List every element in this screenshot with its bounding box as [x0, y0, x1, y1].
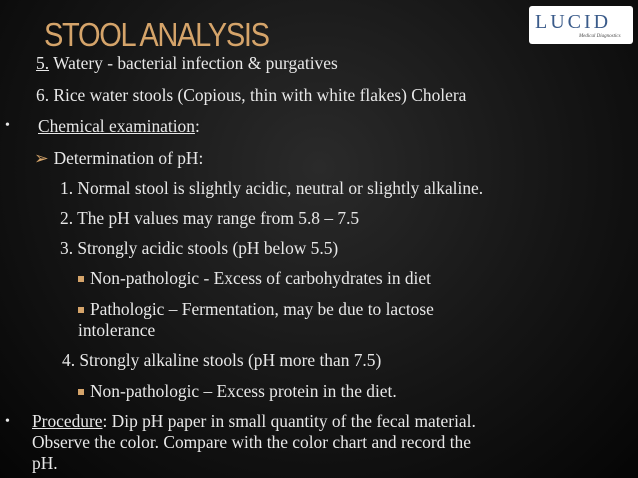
chemical-examination-heading: [38, 116, 200, 136]
procedure-text: : Dip pH paper in small quantity of the fecal material.: [102, 411, 476, 431]
logo-subtitle: Medical Diagnostics: [579, 34, 621, 39]
procedure-line-3: pH.: [32, 453, 58, 473]
ph-item-1: 1. Normal stool is slightly acidic, neutral or slightly alkaline.: [60, 178, 484, 198]
colon: :: [194, 116, 200, 136]
procedure-label: Procedure: [32, 411, 103, 431]
item-5: [36, 53, 338, 73]
lucid-logo: [529, 6, 633, 44]
acidic-non-pathologic-text: Non-pathologic - Excess of carbohydrates in diet: [90, 268, 431, 288]
logo-wordmark: LUCID: [535, 11, 612, 33]
square-bullet-icon: [78, 389, 84, 395]
procedure-line-2: Observe the color. Compare with the color chart and record the: [32, 432, 471, 452]
acidic-non-pathologic: [78, 268, 431, 288]
arrow-bullet-icon: ➢: [34, 148, 49, 168]
acidic-pathologic-cont: intolerance: [78, 320, 156, 340]
bullet-dot: •: [5, 118, 10, 133]
alkaline-non-pathologic-text: Non-pathologic – Excess protein in the diet.: [90, 381, 397, 401]
chemical-examination-label: Chemical examination: [38, 116, 195, 136]
item-6: 6. Rice water stools (Copious, thin with white flakes) Cholera: [36, 85, 467, 105]
acidic-pathologic: [78, 299, 434, 319]
square-bullet-icon: [78, 276, 84, 282]
ph-item-2: 2. The pH values may range from 5.8 – 7.5: [60, 208, 360, 228]
item-5-text: Watery - bacterial infection & purgatives: [49, 53, 338, 73]
alkaline-non-pathologic: [78, 381, 397, 401]
item-5-number: 5.: [36, 53, 50, 73]
ph-item-3: 3. Strongly acidic stools (pH below 5.5): [60, 238, 339, 258]
ph-heading-text: Determination of pH:: [53, 148, 204, 168]
procedure-line-1: [32, 411, 476, 431]
ph-heading: [34, 148, 203, 168]
ph-item-4: 4. Strongly alkaline stools (pH more than 7.5): [62, 350, 382, 370]
slide-title: STOOL ANALYSIS: [44, 16, 269, 53]
bullet-dot: •: [5, 414, 10, 429]
acidic-pathologic-text: Pathologic – Fermentation, may be due to lactose: [90, 299, 434, 319]
square-bullet-icon: [78, 307, 84, 313]
